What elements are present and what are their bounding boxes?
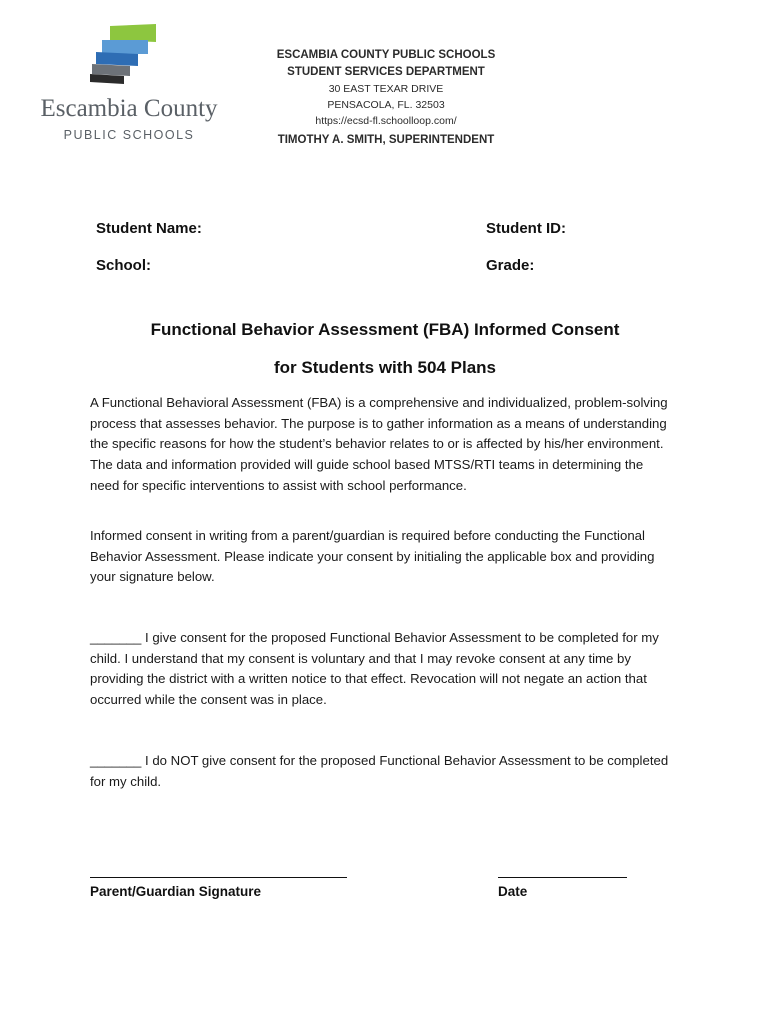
district-logo: [34, 22, 224, 147]
date-label: Date: [498, 884, 528, 899]
logo-name: Escambia County: [40, 95, 218, 122]
header-address2: PENSACOLA, FL. 32503: [327, 99, 445, 111]
header-superintendent: TIMOTHY A. SMITH, SUPERINTENDENT: [277, 134, 495, 146]
school-label: School:: [96, 257, 151, 274]
letterhead: [232, 47, 540, 149]
date-line[interactable]: [498, 877, 627, 878]
parent-signature-line[interactable]: [90, 877, 347, 878]
logo-stripe-light-blue: [102, 40, 148, 54]
logo-stripe-dark: [90, 74, 124, 84]
student-name-label: Student Name:: [96, 220, 202, 237]
logo-stripe-gray: [92, 64, 130, 76]
district-logo-mark-icon: [88, 22, 168, 90]
logo-subtitle: PUBLIC SCHOOLS: [63, 128, 195, 142]
student-id-label: Student ID:: [486, 220, 566, 237]
logo-stripe-green: [110, 24, 156, 42]
logo-stripe-blue: [96, 52, 138, 66]
header-url[interactable]: https://ecsd-fl.schoolloop.com/: [315, 115, 457, 127]
header-department: STUDENT SERVICES DEPARTMENT: [287, 66, 485, 78]
grade-label: Grade:: [486, 257, 535, 274]
consent-decline-option[interactable]: _______ I do NOT give consent for the proposed Functional Behavior Assessment to be completed for my child.: [90, 753, 669, 789]
parent-signature-label: Parent/Guardian Signature: [90, 884, 262, 899]
header-address1: 30 EAST TEXAR DRIVE: [328, 83, 444, 95]
intro-paragraph: A Functional Behavioral Assessment (FBA) is a comprehensive and individualized, problem-solving process that assesses behavior. The purpose is to gather information as a means of understanding the specific reasons for how the student’s behavior relates to or is affected by his/her environment. The data and information provided will guide school based MTSS/RTI teams in determining the need for specific interventions to assist with school performance.: [90, 395, 668, 493]
document-title-line2: for Students with 504 Plans: [274, 358, 496, 377]
consent-instructions-paragraph: Informed consent in writing from a parent/guardian is required before conducting the Functional Behavior Assessment. Please indicate your consent by initialing the applicable box and providing your signature below.: [90, 528, 655, 585]
document-title-line1: Functional Behavior Assessment (FBA) Informed Consent: [150, 320, 620, 339]
header-org: ESCAMBIA COUNTY PUBLIC SCHOOLS: [276, 49, 496, 61]
consent-give-option[interactable]: _______ I give consent for the proposed Functional Behavior Assessment to be completed for my child. I understand that my consent is voluntary and that I may revoke consent at any time by providing the district with a written notice to that effect. Revocation will not negate an action that occurred while the consent was in place.: [90, 630, 659, 708]
